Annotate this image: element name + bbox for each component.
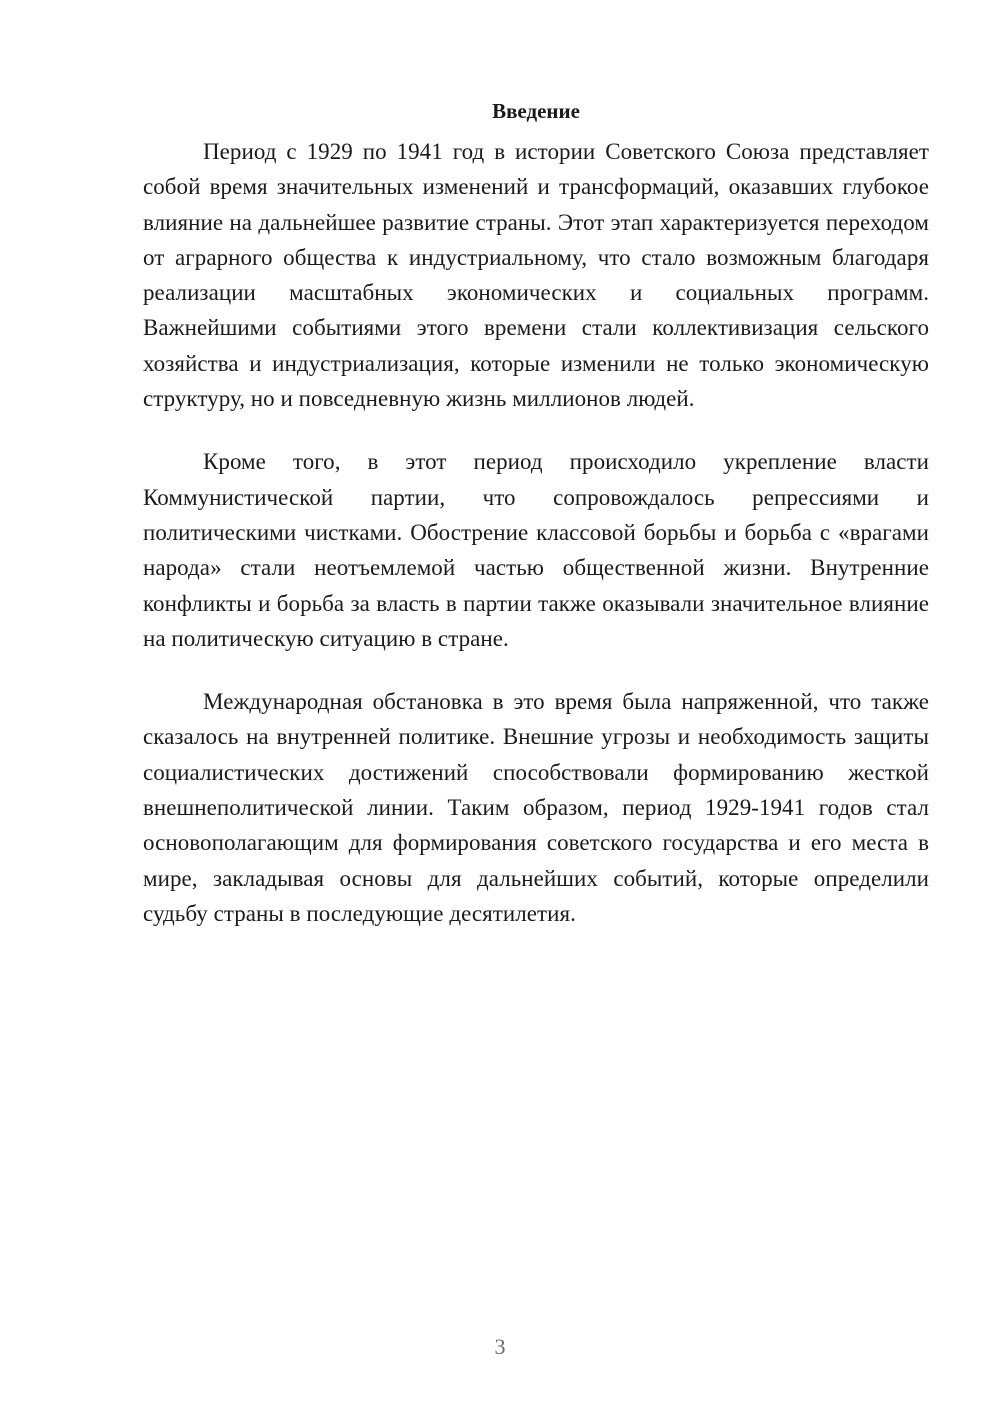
paragraph-3: Международная обстановка в это время была напряженной, что также сказалось на внутренней политике. Внешние угрозы и необходимость защиты социалистических достижений способствовали формированию жесткой внешнеполитической линии. Таким образом, период 1929-1941 годов стал основополагающим для формирования советского государства и его места в мире, закладывая основы для дальнейших событий, которые определили судьбу страны в последующие десятилетия. [143, 689, 929, 926]
paragraph-2: Кроме того, в этот период происходило укрепление власти Коммунистической партии, что сопровождалось репрессиями и политическими чистками. Обострение классовой борьбы и борьба с «врагами народа» стали неотъемлемой частью общественной жизни. Внутренние конфликты и борьба за власть в партии также оказывали значительное влияние на политическую ситуацию в стране. [143, 449, 929, 651]
section-heading: Введение [492, 99, 580, 123]
page-number: 3 [494, 1334, 506, 1359]
page-content [143, 96, 929, 959]
paragraph-1: Период с 1929 по 1941 год в истории Советского Союза представляет собой время значительных изменений и трансформаций, оказавших глубокое влияние на дальнейшее развитие страны. Этот этап характеризуется переходом от аграрного общества к индустриальному, что стало возможным благодаря реализации масштабных экономических и социальных программ. Важнейшими событиями этого времени стали коллективизация сельского хозяйства и индустриализация, которые изменили не только экономическую структуру, но и повседневную жизнь миллионов людей. [143, 139, 929, 412]
